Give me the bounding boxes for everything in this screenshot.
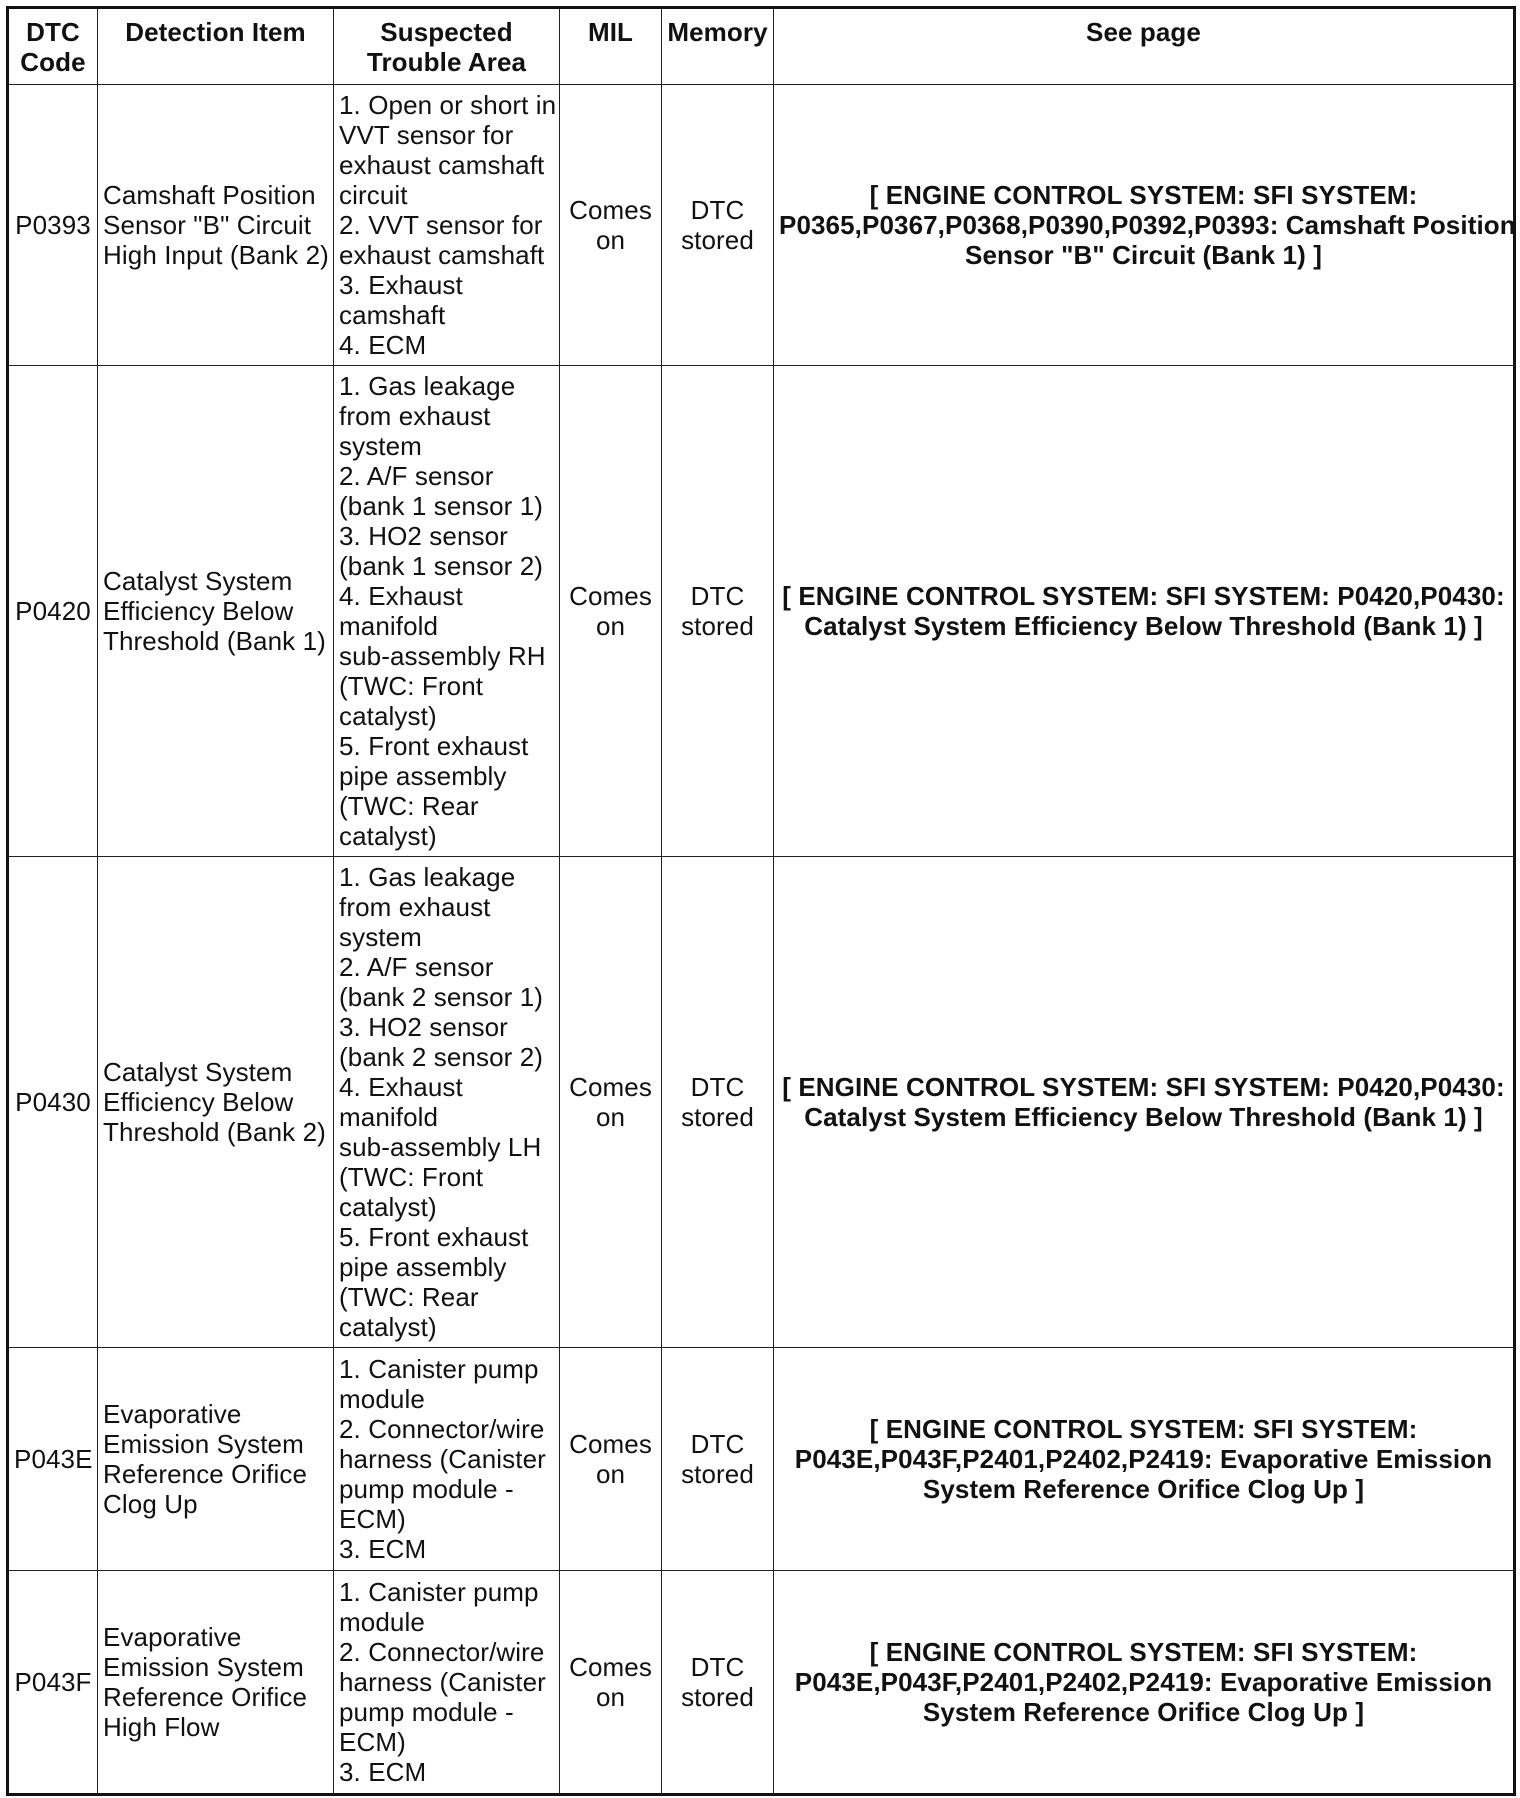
header-mil [560,8,662,85]
dtc-code-cell [8,1571,98,1795]
cell-line: pipe assembly [339,1252,507,1282]
cell-line: Emission System [103,1652,304,1682]
cell-line: stored [681,225,754,255]
cell-line: 2. Connector/wire [339,1637,545,1667]
cell-line: P0420 [15,596,91,626]
dtc-code-cell [8,857,98,1348]
cell-line: from exhaust [339,892,491,922]
cell-line: Efficiency Below [103,1087,294,1117]
cell-line: P043F [14,1667,92,1697]
cell-line: Reference Orifice [103,1682,307,1712]
cell-line: (TWC: Rear [339,1282,479,1312]
header-line: Memory [667,17,768,47]
cell-line: pump module - [339,1474,514,1504]
see-page-link-line[interactable]: Sensor "B" Circuit (Bank 1) ] [965,240,1322,270]
memory-cell [662,366,774,857]
cell-line: Comes [569,1072,652,1102]
trouble-area-cell [334,366,560,857]
header-line: Suspected [380,17,513,47]
cell-line: 2. A/F sensor [339,461,494,491]
see-page-link-line[interactable]: System Reference Orifice Clog Up ] [922,1474,1365,1504]
header-line: See page [1086,17,1201,47]
trouble-area-cell [334,857,560,1348]
table-row [8,366,1515,857]
cell-line: catalyst) [339,821,437,851]
cell-line: DTC [690,195,745,225]
cell-line: Catalyst System [103,1057,293,1087]
mil-cell [560,857,662,1348]
cell-line: 2. Connector/wire [339,1414,545,1444]
cell-line: ECM) [339,1727,406,1757]
cell-line: 5. Front exhaust [339,731,529,761]
cell-line: (TWC: Front [339,1162,484,1192]
see-page-cell[interactable] [774,1348,1515,1571]
cell-line: from exhaust [339,401,491,431]
mil-cell [560,366,662,857]
header-line: Detection Item [125,17,306,47]
cell-line: Comes [569,1652,652,1682]
memory-cell [662,1348,774,1571]
see-page-cell[interactable] [774,857,1515,1348]
memory-cell [662,85,774,366]
cell-line: DTC [690,1429,745,1459]
cell-line: Comes [569,1429,652,1459]
see-page-link-line[interactable]: P043E,P043F,P2401,P2402,P2419: Evaporative Emission [794,1667,1493,1697]
cell-line: 2. A/F sensor [339,952,494,982]
cell-line: module [339,1607,425,1637]
cell-line: (bank 1 sensor 1) [339,491,544,521]
dtc-code-cell [8,366,98,857]
cell-line: 3. HO2 sensor [339,1012,508,1042]
detection-item-cell [98,85,334,366]
cell-line: P043E [14,1444,93,1474]
cell-line: system [339,431,422,461]
dtc-table-body [8,85,1515,1795]
see-page-link-line[interactable]: [ ENGINE CONTROL SYSTEM: SFI SYSTEM: P0420,P0430: [782,1072,1505,1102]
cell-line: stored [681,1682,754,1712]
cell-line: Reference Orifice [103,1459,307,1489]
cell-line: camshaft [339,300,446,330]
cell-line: (bank 2 sensor 2) [339,1042,544,1072]
cell-line: 4. Exhaust [339,1072,463,1102]
cell-line: Clog Up [103,1489,198,1519]
cell-line: module [339,1384,425,1414]
cell-line: catalyst) [339,1312,437,1342]
header-dtc-code [8,8,98,85]
trouble-area-cell [334,1571,560,1795]
cell-line: catalyst) [339,1192,437,1222]
mil-cell [560,1571,662,1795]
detection-item-cell [98,1571,334,1795]
cell-line: (TWC: Rear [339,791,479,821]
see-page-link-line[interactable]: System Reference Orifice Clog Up ] [922,1697,1365,1727]
cell-line: 3. ECM [339,1757,427,1787]
cell-line: exhaust camshaft [339,240,545,270]
cell-line: High Flow [103,1712,220,1742]
memory-cell [662,1571,774,1795]
cell-line: exhaust camshaft [339,150,545,180]
dtc-table [6,6,1516,1796]
header-memory [662,8,774,85]
header-line: Trouble Area [366,47,527,77]
cell-line: Comes [569,581,652,611]
see-page-link-line[interactable]: [ ENGINE CONTROL SYSTEM: SFI SYSTEM: [869,1637,1418,1667]
cell-line: sub-assembly RH [339,641,546,671]
memory-cell [662,857,774,1348]
header-row [8,8,1515,85]
see-page-link-line[interactable]: Catalyst System Efficiency Below Threshold (Bank 1) ] [804,611,1483,641]
cell-line: Threshold (Bank 1) [103,626,326,656]
cell-line: pump module - [339,1697,514,1727]
cell-line: DTC [690,1072,745,1102]
cell-line: 5. Front exhaust [339,1222,529,1252]
see-page-cell[interactable] [774,1571,1515,1795]
cell-line: stored [681,1102,754,1132]
mil-cell [560,1348,662,1571]
cell-line: DTC [690,1652,745,1682]
header-line: MIL [587,17,634,47]
cell-line: stored [681,1459,754,1489]
cell-line: 3. HO2 sensor [339,521,508,551]
cell-line: Emission System [103,1429,304,1459]
cell-line: (TWC: Front [339,671,484,701]
cell-line: stored [681,611,754,641]
detection-item-cell [98,857,334,1348]
cell-line: Catalyst System [103,566,293,596]
cell-line: circuit [339,180,408,210]
cell-line: Comes [569,195,652,225]
cell-line: harness (Canister [339,1667,546,1697]
see-page-link-line[interactable]: [ ENGINE CONTROL SYSTEM: SFI SYSTEM: [869,1414,1418,1444]
cell-line: pipe assembly [339,761,507,791]
see-page-link-line[interactable]: [ ENGINE CONTROL SYSTEM: SFI SYSTEM: [869,180,1418,210]
cell-line: Camshaft Position [103,180,316,210]
cell-line: P0393 [15,210,91,240]
table-row [8,1571,1515,1795]
table-row [8,85,1515,366]
cell-line: on [595,1459,626,1489]
cell-line: 3. ECM [339,1534,427,1564]
header-suspected-trouble-area [334,8,560,85]
cell-line: Efficiency Below [103,596,294,626]
see-page-link-line[interactable]: P043E,P043F,P2401,P2402,P2419: Evaporative Emission [794,1444,1493,1474]
see-page-link-line[interactable]: P0365,P0367,P0368,P0390,P0392,P0393: Camshaft Position [779,210,1516,240]
cell-line: manifold [339,611,439,641]
header-see-page [774,8,1515,85]
dtc-code-cell [8,1348,98,1571]
cell-line: 1. Canister pump [339,1354,539,1384]
cell-line: 3. Exhaust [339,270,463,300]
cell-line: on [595,1682,626,1712]
trouble-area-cell [334,1348,560,1571]
cell-line: 1. Open or short in [339,90,557,120]
cell-line: 4. Exhaust [339,581,463,611]
cell-line: on [595,225,626,255]
cell-line: catalyst) [339,701,437,731]
see-page-link-line[interactable]: [ ENGINE CONTROL SYSTEM: SFI SYSTEM: P0420,P0430: [782,581,1505,611]
dtc-code-cell [8,85,98,366]
table-row [8,857,1515,1348]
cell-line: 4. ECM [339,330,427,360]
cell-line: (bank 2 sensor 1) [339,982,544,1012]
see-page-cell[interactable] [774,85,1515,366]
cell-line: 1. Gas leakage [339,371,516,401]
mil-cell [560,85,662,366]
cell-line: 2. VVT sensor for [339,210,543,240]
cell-line: on [595,611,626,641]
cell-line: High Input (Bank 2) [103,240,329,270]
cell-line: Sensor "B" Circuit [103,210,312,240]
cell-line: harness (Canister [339,1444,546,1474]
cell-line: Evaporative [103,1622,242,1652]
cell-line: manifold [339,1102,439,1132]
cell-line: 1. Gas leakage [339,862,516,892]
detection-item-cell [98,1348,334,1571]
table-row [8,1348,1515,1571]
header-line: Code [20,47,86,77]
header-line: DTC [26,17,80,47]
cell-line: P0430 [15,1087,91,1117]
detection-item-cell [98,366,334,857]
header-detection-item [98,8,334,85]
see-page-link-line[interactable]: Catalyst System Efficiency Below Threshold (Bank 1) ] [804,1102,1483,1132]
cell-line: on [595,1102,626,1132]
cell-line: system [339,922,422,952]
cell-line: VVT sensor for [339,120,514,150]
see-page-cell[interactable] [774,366,1515,857]
cell-line: DTC [690,581,745,611]
cell-line: Evaporative [103,1399,242,1429]
cell-line: Threshold (Bank 2) [103,1117,326,1147]
cell-line: (bank 1 sensor 2) [339,551,544,581]
cell-line: sub-assembly LH [339,1132,542,1162]
cell-line: 1. Canister pump [339,1577,539,1607]
cell-line: ECM) [339,1504,406,1534]
trouble-area-cell [334,85,560,366]
